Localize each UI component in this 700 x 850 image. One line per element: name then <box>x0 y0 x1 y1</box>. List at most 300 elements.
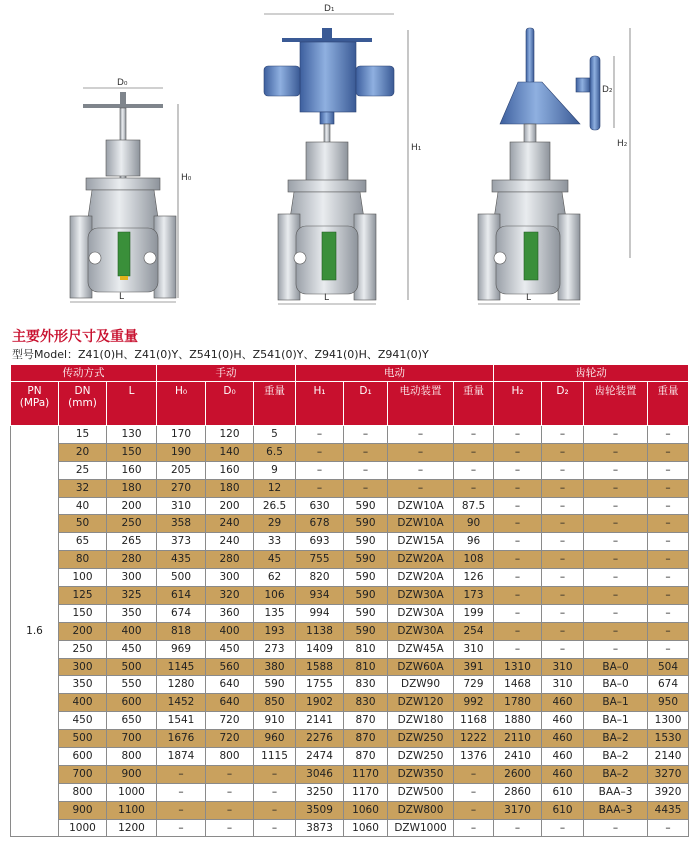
table-cell: 310 <box>157 497 206 515</box>
table-cell: 170 <box>157 426 206 444</box>
table-cell: 610 <box>542 801 584 819</box>
table-cell: 1376 <box>454 748 494 766</box>
header-weight-gear: 重量 <box>648 382 689 426</box>
header-h0: H₀ <box>157 382 206 426</box>
table-cell: 373 <box>157 533 206 551</box>
table-cell: 126 <box>454 569 494 587</box>
right-h2-label: H₂ <box>617 139 628 149</box>
table-cell: 350 <box>107 604 157 622</box>
table-cell: – <box>584 551 648 569</box>
table-cell: 280 <box>206 551 254 569</box>
table-cell: 310 <box>542 658 584 676</box>
table-cell: DZW800 <box>388 801 454 819</box>
table-cell: 150 <box>59 604 107 622</box>
table-cell: – <box>584 819 648 837</box>
table-cell: 460 <box>542 748 584 766</box>
table-cell: 1755 <box>296 676 344 694</box>
header-weight-manual: 重量 <box>254 382 296 426</box>
table-cell: 590 <box>344 604 388 622</box>
table-cell: – <box>454 765 494 783</box>
mid-l-label: L <box>324 293 330 303</box>
table-cell: 180 <box>107 479 157 497</box>
table-row <box>11 658 689 676</box>
table-cell: 199 <box>454 604 494 622</box>
table-cell: 33 <box>254 533 296 551</box>
table-cell: 820 <box>296 569 344 587</box>
right-l-label: L <box>526 293 532 303</box>
table-cell: DZW1000 <box>388 819 454 837</box>
table-cell: – <box>648 497 689 515</box>
table-cell: 600 <box>59 748 107 766</box>
table-cell: 4435 <box>648 801 689 819</box>
table-cell: 173 <box>454 587 494 605</box>
table-cell: – <box>494 533 542 551</box>
table-cell: 300 <box>107 569 157 587</box>
table-cell: – <box>388 479 454 497</box>
table-cell: 2474 <box>296 748 344 766</box>
table-cell: DZW10A <box>388 497 454 515</box>
table-cell: 590 <box>344 515 388 533</box>
table-cell: 240 <box>206 533 254 551</box>
table-cell: – <box>296 426 344 444</box>
table-cell: 900 <box>59 801 107 819</box>
table-cell: 1170 <box>344 783 388 801</box>
table-cell: BA–1 <box>584 694 648 712</box>
table-cell: DZW15A <box>388 533 454 551</box>
table-cell: – <box>494 604 542 622</box>
table-cell: 135 <box>254 604 296 622</box>
gear-valve-drawing <box>478 28 630 304</box>
table-cell: 140 <box>206 443 254 461</box>
table-cell: DZW20A <box>388 551 454 569</box>
table-cell: 674 <box>648 676 689 694</box>
table-cell: – <box>454 479 494 497</box>
table-cell: 992 <box>454 694 494 712</box>
table-cell: BAA–3 <box>584 783 648 801</box>
table-cell: 870 <box>344 712 388 730</box>
table-cell: 460 <box>542 765 584 783</box>
table-row <box>11 443 689 461</box>
table-cell: – <box>584 533 648 551</box>
table-cell: 960 <box>254 730 296 748</box>
table-cell: 120 <box>206 426 254 444</box>
table-cell: – <box>542 569 584 587</box>
table-row <box>11 604 689 622</box>
table-cell: 450 <box>59 712 107 730</box>
table-cell: 590 <box>344 587 388 605</box>
table-cell: 400 <box>206 622 254 640</box>
table-cell: 1409 <box>296 640 344 658</box>
table-cell: – <box>454 461 494 479</box>
header-h1: H₁ <box>296 382 344 426</box>
table-cell: 435 <box>157 551 206 569</box>
table-cell: 1100 <box>107 801 157 819</box>
table-cell: BAA–3 <box>584 801 648 819</box>
table-cell: DZW30A <box>388 604 454 622</box>
table-cell: 240 <box>206 515 254 533</box>
table-cell: 590 <box>344 497 388 515</box>
table-cell: – <box>494 819 542 837</box>
table-cell: – <box>494 443 542 461</box>
table-cell: – <box>542 461 584 479</box>
table-row <box>11 694 689 712</box>
table-row <box>11 587 689 605</box>
table-cell: 830 <box>344 676 388 694</box>
header-electric-device: 电动装置 <box>388 382 454 426</box>
table-cell: 934 <box>296 587 344 605</box>
table-cell: – <box>542 640 584 658</box>
table-cell: 2410 <box>494 748 542 766</box>
table-cell: 45 <box>254 551 296 569</box>
table-row <box>11 426 689 444</box>
table-cell: – <box>157 783 206 801</box>
table-cell: 729 <box>454 676 494 694</box>
table-cell: 391 <box>454 658 494 676</box>
table-cell: 1222 <box>454 730 494 748</box>
table-cell: 26.5 <box>254 497 296 515</box>
table-cell: 3270 <box>648 765 689 783</box>
table-cell: – <box>648 533 689 551</box>
table-cell: – <box>494 497 542 515</box>
table-cell: 700 <box>59 765 107 783</box>
table-row <box>11 497 689 515</box>
table-cell: 1300 <box>648 712 689 730</box>
table-cell: – <box>648 604 689 622</box>
table-cell: 950 <box>648 694 689 712</box>
table-cell: 90 <box>454 515 494 533</box>
table-cell: 500 <box>107 658 157 676</box>
table-cell: 610 <box>542 783 584 801</box>
table-cell: 180 <box>206 479 254 497</box>
table-cell: – <box>542 587 584 605</box>
header-d2: D₂ <box>542 382 584 426</box>
table-cell: 2141 <box>296 712 344 730</box>
table-cell: 650 <box>107 712 157 730</box>
table-body <box>11 426 689 837</box>
table-cell: 640 <box>206 694 254 712</box>
table-cell: 160 <box>107 461 157 479</box>
table-cell: – <box>157 765 206 783</box>
table-cell: 1200 <box>107 819 157 837</box>
valve-drawings <box>0 0 700 318</box>
table-cell: 1541 <box>157 712 206 730</box>
table-cell: 504 <box>648 658 689 676</box>
table-cell: 630 <box>296 497 344 515</box>
table-cell: 590 <box>344 622 388 640</box>
table-cell: 3170 <box>494 801 542 819</box>
table-cell: 200 <box>206 497 254 515</box>
table-cell: – <box>542 497 584 515</box>
table-cell: 400 <box>107 622 157 640</box>
right-d2-label: D₂ <box>602 85 613 95</box>
table-cell: 320 <box>206 587 254 605</box>
table-cell: 500 <box>157 569 206 587</box>
table-cell: DZW180 <box>388 712 454 730</box>
table-row <box>11 712 689 730</box>
table-row <box>11 748 689 766</box>
header-h2: H₂ <box>494 382 542 426</box>
table-cell: 87.5 <box>454 497 494 515</box>
table-cell: DZW250 <box>388 730 454 748</box>
table-cell: 1452 <box>157 694 206 712</box>
table-cell: – <box>542 443 584 461</box>
table-cell: 280 <box>107 551 157 569</box>
table-cell: DZW10A <box>388 515 454 533</box>
table-cell: 1588 <box>296 658 344 676</box>
table-row <box>11 533 689 551</box>
table-cell: – <box>494 461 542 479</box>
table-cell: – <box>206 783 254 801</box>
table-cell: – <box>388 461 454 479</box>
left-d0-label: D₀ <box>117 78 128 88</box>
table-cell: – <box>584 515 648 533</box>
table-cell: 270 <box>157 479 206 497</box>
table-cell: 900 <box>107 765 157 783</box>
table-cell: 450 <box>107 640 157 658</box>
table-cell: 1530 <box>648 730 689 748</box>
table-cell: 560 <box>206 658 254 676</box>
table-cell: 1902 <box>296 694 344 712</box>
table-cell: 3920 <box>648 783 689 801</box>
table-cell: 400 <box>59 694 107 712</box>
table-row <box>11 515 689 533</box>
table-cell: 450 <box>206 640 254 658</box>
table-cell: 1468 <box>494 676 542 694</box>
table-cell: 100 <box>59 569 107 587</box>
table-cell: – <box>494 551 542 569</box>
table-cell: 62 <box>254 569 296 587</box>
table-cell: 460 <box>542 694 584 712</box>
table-cell: 65 <box>59 533 107 551</box>
table-cell: – <box>584 569 648 587</box>
table-cell: 358 <box>157 515 206 533</box>
table-cell: 273 <box>254 640 296 658</box>
table-cell: DZW45A <box>388 640 454 658</box>
table-cell: 125 <box>59 587 107 605</box>
dimension-weight-table <box>10 364 689 837</box>
table-cell: – <box>542 479 584 497</box>
table-cell: DZW120 <box>388 694 454 712</box>
table-cell: – <box>494 426 542 444</box>
table-cell: – <box>584 622 648 640</box>
table-cell: 850 <box>254 694 296 712</box>
table-cell: – <box>584 604 648 622</box>
table-cell: 800 <box>206 748 254 766</box>
table-cell: 693 <box>296 533 344 551</box>
table-cell: 460 <box>542 730 584 748</box>
table-cell: – <box>584 443 648 461</box>
table-cell: – <box>584 426 648 444</box>
table-cell: 193 <box>254 622 296 640</box>
table-cell: 810 <box>344 658 388 676</box>
table-cell: – <box>454 819 494 837</box>
table-cell: – <box>344 461 388 479</box>
table-cell: 810 <box>344 640 388 658</box>
table-cell: – <box>454 801 494 819</box>
header-gear-device: 齿轮装置 <box>584 382 648 426</box>
table-cell: 20 <box>59 443 107 461</box>
table-cell: – <box>584 479 648 497</box>
table-cell: – <box>494 569 542 587</box>
header-drive: 传动方式 <box>11 365 157 382</box>
table-cell: 910 <box>254 712 296 730</box>
table-cell: – <box>648 515 689 533</box>
table-cell: 15 <box>59 426 107 444</box>
table-cell: 25 <box>59 461 107 479</box>
table-cell: 160 <box>206 461 254 479</box>
table-row <box>11 551 689 569</box>
table-cell: 550 <box>107 676 157 694</box>
table-cell: 300 <box>59 658 107 676</box>
table-cell: 870 <box>344 730 388 748</box>
table-cell: DZW60A <box>388 658 454 676</box>
table-row <box>11 676 689 694</box>
table-cell: 254 <box>454 622 494 640</box>
table-cell: 1145 <box>157 658 206 676</box>
table-cell: 1874 <box>157 748 206 766</box>
table-cell: – <box>542 533 584 551</box>
table-cell: 755 <box>296 551 344 569</box>
table-cell: 2140 <box>648 748 689 766</box>
table-cell: 12 <box>254 479 296 497</box>
table-cell: DZW90 <box>388 676 454 694</box>
table-cell: – <box>344 443 388 461</box>
table-cell: 250 <box>107 515 157 533</box>
table-cell: – <box>206 819 254 837</box>
table-cell: DZW500 <box>388 783 454 801</box>
table-cell: DZW30A <box>388 622 454 640</box>
table-cell: – <box>648 640 689 658</box>
header-weight-electric: 重量 <box>454 382 494 426</box>
table-cell: 2860 <box>494 783 542 801</box>
table-cell: 590 <box>344 551 388 569</box>
table-cell: 460 <box>542 712 584 730</box>
table-cell: – <box>494 587 542 605</box>
table-cell: – <box>648 622 689 640</box>
table-cell: 190 <box>157 443 206 461</box>
table-cell: – <box>494 622 542 640</box>
table-cell: BA–1 <box>584 712 648 730</box>
table-cell: 3046 <box>296 765 344 783</box>
table-cell: BA–2 <box>584 748 648 766</box>
table-cell: 200 <box>107 497 157 515</box>
table-cell: – <box>494 479 542 497</box>
table-cell: – <box>648 587 689 605</box>
table-cell: DZW350 <box>388 765 454 783</box>
table-cell: – <box>388 443 454 461</box>
table-cell: 32 <box>59 479 107 497</box>
table-cell: 1170 <box>344 765 388 783</box>
header-l: L <box>107 382 157 426</box>
table-cell: – <box>648 479 689 497</box>
table-cell: – <box>157 801 206 819</box>
section-title: 主要外形尺寸及重量 <box>12 329 138 345</box>
table-cell: – <box>388 426 454 444</box>
table-cell: 40 <box>59 497 107 515</box>
table-cell: 130 <box>107 426 157 444</box>
table-cell: – <box>254 819 296 837</box>
table-cell: 2110 <box>494 730 542 748</box>
table-cell: – <box>584 587 648 605</box>
table-cell: 678 <box>296 515 344 533</box>
table-cell: 590 <box>254 676 296 694</box>
table-cell: 300 <box>206 569 254 587</box>
table-cell: 640 <box>206 676 254 694</box>
table-row <box>11 640 689 658</box>
table-row <box>11 461 689 479</box>
table-cell: 800 <box>59 783 107 801</box>
table-cell: – <box>454 426 494 444</box>
header-electric: 电动 <box>296 365 494 382</box>
table-row <box>11 801 689 819</box>
table-cell: 1168 <box>454 712 494 730</box>
table-cell: 700 <box>107 730 157 748</box>
table-cell: – <box>254 783 296 801</box>
table-cell: 205 <box>157 461 206 479</box>
table-cell: 150 <box>107 443 157 461</box>
table-row <box>11 783 689 801</box>
table-cell: 9 <box>254 461 296 479</box>
table-cell: 590 <box>344 569 388 587</box>
table-cell: DZW250 <box>388 748 454 766</box>
table-cell: 614 <box>157 587 206 605</box>
table-row <box>11 730 689 748</box>
electric-valve-drawing <box>264 4 422 304</box>
table-cell: – <box>454 783 494 801</box>
table-cell: BA–2 <box>584 765 648 783</box>
table-cell: – <box>344 479 388 497</box>
table-cell: 3873 <box>296 819 344 837</box>
table-cell: 2600 <box>494 765 542 783</box>
table-cell: 3509 <box>296 801 344 819</box>
table-cell: – <box>542 551 584 569</box>
table-cell: – <box>454 443 494 461</box>
table-row <box>11 765 689 783</box>
table-cell: – <box>648 569 689 587</box>
table-cell: 350 <box>59 676 107 694</box>
table-cell: – <box>648 426 689 444</box>
model-line: 型号Model：Z41(0)H、Z41(0)Y、Z541(0)H、Z541(0)Y、Z941(0)H、Z941(0)Y <box>12 348 429 361</box>
header-gear: 齿轮动 <box>494 365 689 382</box>
table-cell: 325 <box>107 587 157 605</box>
table-cell: – <box>296 443 344 461</box>
table-cell: – <box>494 640 542 658</box>
table-cell: – <box>254 801 296 819</box>
table-cell: 720 <box>206 712 254 730</box>
table-row <box>11 479 689 497</box>
table-cell: – <box>542 819 584 837</box>
table-cell: 380 <box>254 658 296 676</box>
table-cell: 1676 <box>157 730 206 748</box>
table-cell: 1060 <box>344 801 388 819</box>
manual-valve-drawing <box>70 78 192 302</box>
table-cell: – <box>157 819 206 837</box>
table-cell: 5 <box>254 426 296 444</box>
table-row <box>11 569 689 587</box>
table-cell: – <box>296 461 344 479</box>
mid-h1-label: H₁ <box>411 143 422 153</box>
table-cell: – <box>542 426 584 444</box>
table-cell: – <box>648 461 689 479</box>
table-cell: – <box>206 801 254 819</box>
table-cell: – <box>254 765 296 783</box>
table-cell: 360 <box>206 604 254 622</box>
table-cell: 1780 <box>494 694 542 712</box>
table-cell: 600 <box>107 694 157 712</box>
table-cell: DZW20A <box>388 569 454 587</box>
table-cell: – <box>542 604 584 622</box>
table-cell: 2276 <box>296 730 344 748</box>
